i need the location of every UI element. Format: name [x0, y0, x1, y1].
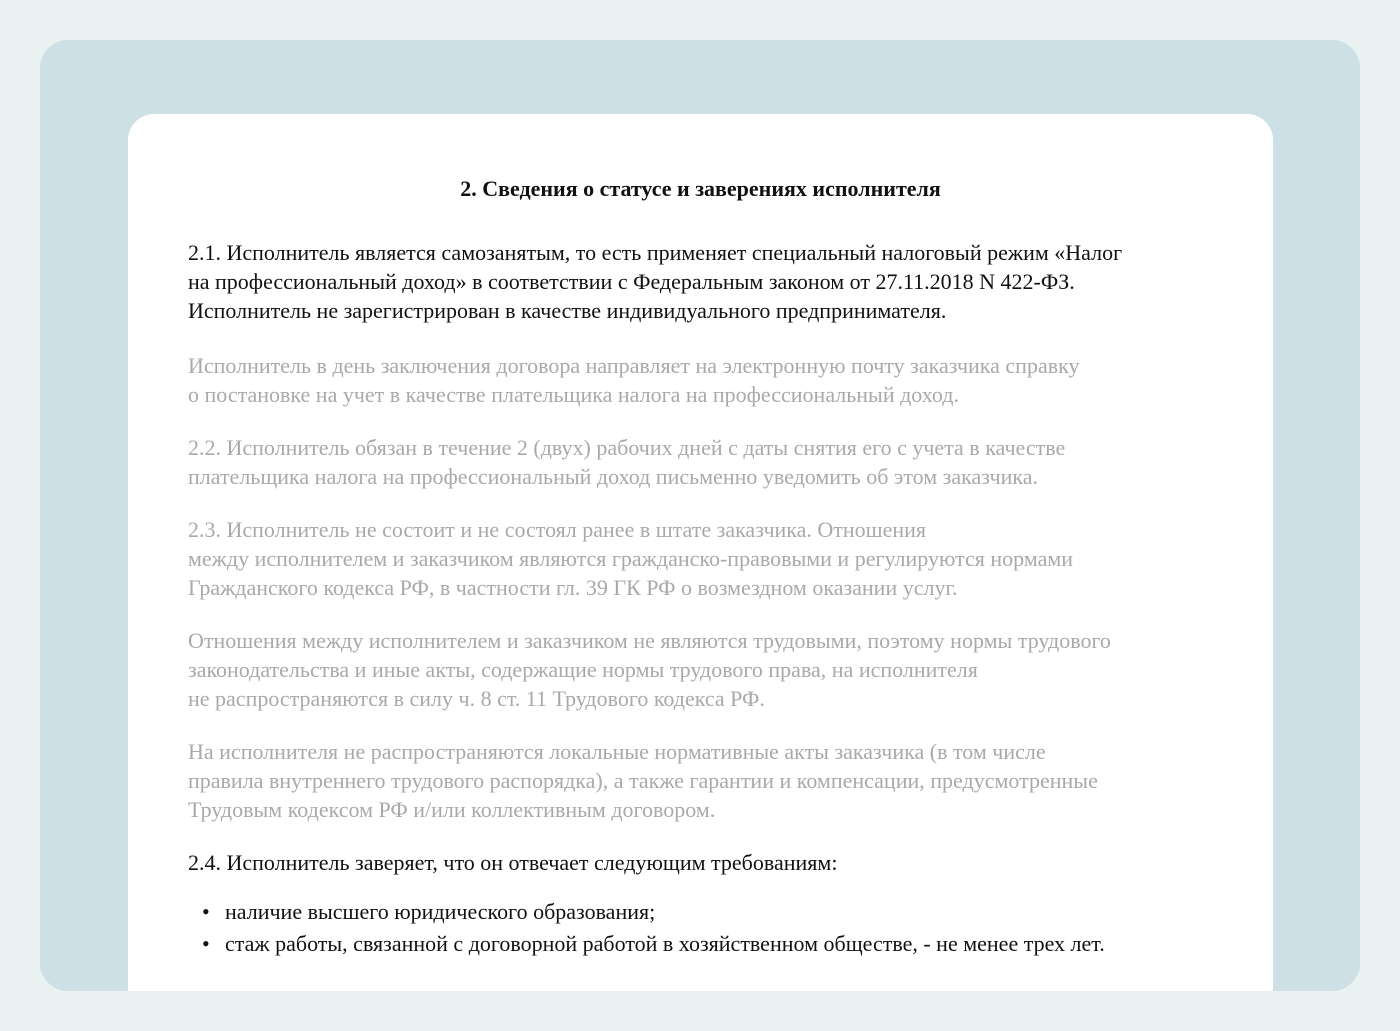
document-title: 2. Сведения о статусе и заверениях исполнителя [460, 176, 941, 201]
requirements-list [188, 896, 1248, 960]
outer-frame [40, 40, 1360, 991]
paragraph-certificate: Исполнитель в день заключения договора направляет на электронную почту заказчика справку о постановке на учет в качестве плательщика налога на профессиональный доход. [188, 353, 1080, 407]
requirement-text: стаж работы, связанной с договорной работой в хозяйственном обществе, - не менее трех лет. [225, 931, 1105, 956]
requirement-text: наличие высшего юридического образования; [225, 899, 656, 924]
bullet-icon: • [202, 899, 210, 924]
paragraph-2-4: 2.4. Исполнитель заверяет, что он отвечает следующим требованиям: [188, 850, 838, 875]
document-card [128, 114, 1273, 991]
paragraph-2-1: 2.1. Исполнитель является самозанятым, то есть применяет специальный налоговый режим «Налог на профессиональный доход» в соответствии с Федеральным законом от 27.11.2018 N 422-ФЗ. Исполнитель не зарегистрирован в качестве индивидуального предпринимателя. [188, 240, 1123, 323]
paragraph-2-2: 2.2. Исполнитель обязан в течение 2 (двух) рабочих дней с даты снятия его с учета в качестве плательщика налога на профессиональный доход письменно уведомить об этом заказчика. [188, 435, 1066, 489]
list-item [188, 928, 1248, 960]
bullet-icon: • [202, 931, 210, 956]
paragraph-labor-relations: Отношения между исполнителем и заказчиком не являются трудовыми, поэтому нормы трудового законодательства и иные акты, содержащие нормы трудового права, на исполнителя не распространяются в силу ч. 8 ст. 11 Трудового кодекса РФ. [188, 628, 1111, 711]
paragraph-2-3: 2.3. Исполнитель не состоит и не состоял ранее в штате заказчика. Отношения между исполнителем и заказчиком являются гражданско-правовыми и регулируются нормами Гражданского кодекса РФ, в частности гл. 39 ГК РФ о возмездном оказании услуг. [188, 517, 1074, 600]
list-item [188, 896, 1248, 928]
paragraph-local-acts: На исполнителя не распространяются локальные нормативные акты заказчика (в том числе правила внутреннего трудового распорядка), а также гарантии и компенсации, предусмотренные Трудовым кодексом РФ и/или коллективным договором. [188, 739, 1098, 822]
